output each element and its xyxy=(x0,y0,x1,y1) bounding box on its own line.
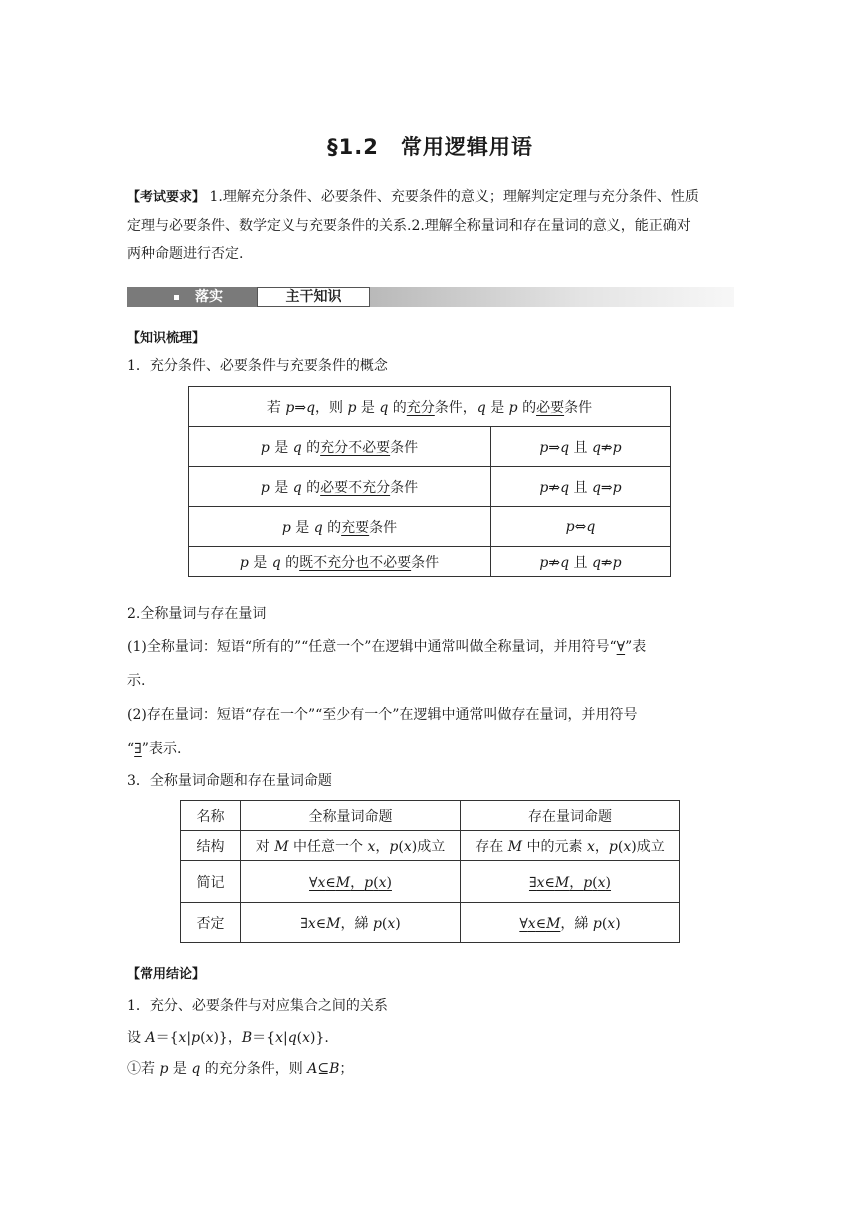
exam-line-2: 定理与必要条件、数学定义与充要条件的关系.2.理解全称量词和存在量词的意义，能正确对 xyxy=(127,218,691,234)
table-row xyxy=(181,861,680,903)
exam-requirements xyxy=(127,183,734,268)
table-cell: 全称量词命题 xyxy=(241,801,461,831)
quantifier-table xyxy=(180,800,680,943)
conclusion-heading xyxy=(127,960,734,989)
table-row xyxy=(181,831,680,861)
banner-right-label: 主干知识 xyxy=(257,287,370,307)
table-cell: p⇔q xyxy=(491,507,671,547)
table-cell: 否定 xyxy=(181,903,241,943)
s2-title: 2.全称量词与存在量词 xyxy=(127,606,267,622)
table-cell: 存在量词命题 xyxy=(461,801,680,831)
table-cell: 对 M 中任意一个 x，p(x)成立 xyxy=(241,831,461,861)
table-row xyxy=(181,801,680,831)
table-row xyxy=(189,507,671,547)
table-cell: p⇏q 且 q⇒p xyxy=(491,467,671,507)
square-bullet-icon xyxy=(174,295,179,300)
page-title xyxy=(0,131,860,161)
banner-dark-block xyxy=(127,287,257,307)
s3-title: 3．全称量词命题和存在量词命题 xyxy=(127,773,332,789)
table-cell: 名称 xyxy=(181,801,241,831)
table-row xyxy=(189,387,671,427)
exam-line-3: 两种命题进行否定. xyxy=(127,246,244,262)
s1-title: 1．充分条件、必要条件与充要条件的概念 xyxy=(127,358,388,374)
knowledge-label: 【知识梳理】 xyxy=(127,331,206,346)
conclusion-label: 【常用结论】 xyxy=(127,967,206,982)
section-title: 常用逻辑用语 xyxy=(400,135,533,159)
table-cell: ∀x∈M，綈 p(x) xyxy=(461,903,680,943)
table-cell: 简记 xyxy=(181,861,241,903)
table-cell: p 是 q 的充要条件 xyxy=(189,507,491,547)
table-cell: 若 p⇒q，则 p 是 q 的充分条件，q 是 p 的必要条件 xyxy=(189,387,671,427)
table-cell: 存在 M 中的元素 x，p(x)成立 xyxy=(461,831,680,861)
exam-requirements-label: 【考试要求】 xyxy=(127,190,206,205)
table-row xyxy=(181,903,680,943)
table-cell: p 是 q 的充分不必要条件 xyxy=(189,427,491,467)
table-cell: ∃x∈M，p(x) xyxy=(461,861,680,903)
table-cell: p 是 q 的既不充分也不必要条件 xyxy=(189,547,491,577)
conclusion-item-1: ①若 p 是 q 的充分条件，则 A⊆B； xyxy=(127,1061,354,1077)
table-row xyxy=(189,467,671,507)
table-cell: 结构 xyxy=(181,831,241,861)
knowledge-heading xyxy=(127,324,734,353)
section-number: §1.2 xyxy=(327,135,379,159)
exam-line-1: 1.理解充分条件、必要条件、充要条件的意义；理解判定定理与充分条件、性质 xyxy=(209,189,699,205)
table-cell: ∃x∈M，綈 p(x) xyxy=(241,903,461,943)
table-row xyxy=(189,547,671,577)
table-cell: p 是 q 的必要不充分条件 xyxy=(189,467,491,507)
c1-title: 1．充分、必要条件与对应集合之间的关系 xyxy=(127,998,388,1014)
banner-left-label: 落实 xyxy=(195,289,223,305)
conditions-table xyxy=(188,386,671,577)
table-cell: p⇏q 且 q⇏p xyxy=(491,547,671,577)
section-banner xyxy=(127,287,734,307)
set-definition: 设 A＝{x|p(x)}，B＝{x|q(x)}. xyxy=(127,1030,329,1046)
s2-paragraph-1: (1)全称量词：短语“所有的”“任意一个”在逻辑中通常叫做全称量词，并用符号“∀”表 示. xyxy=(127,639,647,689)
table-cell: p⇒q 且 q⇏p xyxy=(491,427,671,467)
table-cell: ∀x∈M，p(x) xyxy=(241,861,461,903)
s2-paragraph-2: (2)存在量词：短语“存在一个”“至少有一个”在逻辑中通常叫做存在量词，并用符号 “∃”表示. xyxy=(127,707,638,757)
table-row xyxy=(189,427,671,467)
